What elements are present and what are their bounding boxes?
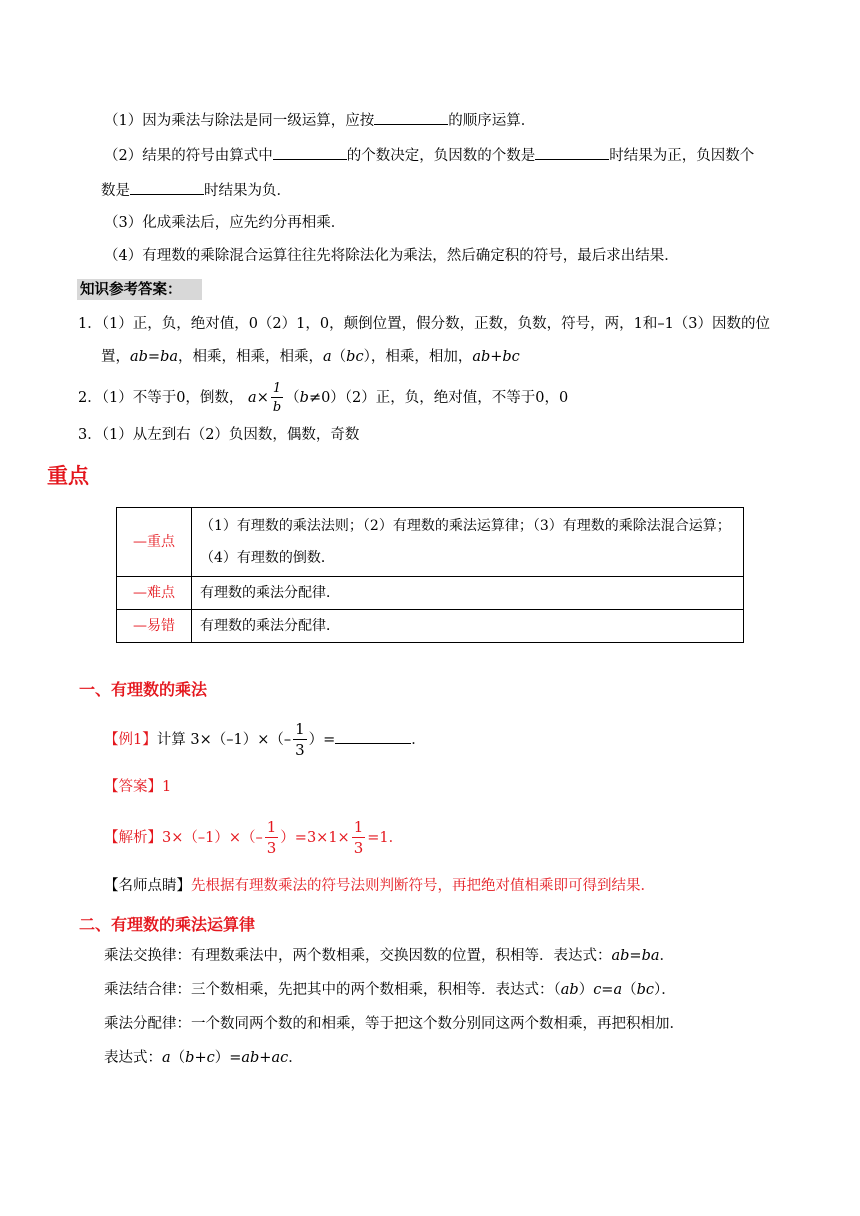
answer-line-3: 3．（1）从左到右（2）负因数，偶数，奇数 bbox=[78, 427, 360, 443]
law-distributive-expression: 表达式：a（b+c）=ab+ac． bbox=[104, 1050, 303, 1066]
fill-blank bbox=[130, 180, 204, 195]
row-label: —易错 bbox=[117, 610, 192, 643]
fraction-one-third: $\frac{1}{3}$ bbox=[353, 818, 364, 857]
table-row bbox=[117, 577, 744, 610]
row-content: 有理数的乘法分配律． bbox=[192, 610, 744, 643]
fill-blank bbox=[535, 145, 609, 160]
rule-line-5: （4）有理数的乘除混合运算往往先将除法化为乘法，然后确定积的符号，最后求出结果． bbox=[104, 248, 679, 264]
rule-line-3: 数是 时结果为负． bbox=[101, 180, 291, 201]
row-label: —难点 bbox=[117, 577, 192, 610]
fill-blank bbox=[273, 145, 347, 160]
answer-line-2: 2．（1）不等于0，倒数， a× $\frac{1}{b}$ （b≠0）（2）正，负，绝对值，不等于0，0 bbox=[78, 381, 569, 415]
fill-blank bbox=[335, 729, 411, 744]
example-1: 【例1】计算 3×（–1）×（– $\frac{1}{3}$ ）= ． bbox=[104, 720, 426, 759]
table-row bbox=[117, 610, 744, 643]
example-1-answer: 【答案】1 bbox=[104, 779, 172, 795]
fraction-one-third: $\frac{1}{3}$ bbox=[295, 720, 305, 759]
row-content: 有理数的乘法分配律． bbox=[192, 577, 744, 610]
law-associative: 乘法结合律：三个数相乘，先把其中的两个数相乘，积相等．表达式：（ab）c=a（bc）． bbox=[104, 982, 676, 998]
rule-line-2: （2）结果的符号由算式中 的个数决定，负因数的个数是 时结果为正，负因数个 bbox=[104, 145, 754, 166]
fill-blank bbox=[374, 110, 448, 125]
fraction-one-over-b: $\frac{1}{b}$ bbox=[272, 381, 282, 415]
section-heading-key-points: 重点 bbox=[47, 464, 89, 488]
answer-reference-label: 知识参考答案： bbox=[77, 279, 202, 300]
heading-rational-multiplication: 一、有理数的乘法 bbox=[79, 680, 208, 699]
row-label: —重点 bbox=[117, 508, 192, 577]
rule-line-1: （1）因为乘法与除法是同一级运算，应按 的顺序运算． bbox=[104, 110, 535, 131]
answer-line-1-cont: 置，ab=ba，相乘，相乘，相乘，a（bc），相乘，相加，ab+bc bbox=[101, 349, 520, 365]
answer-line-1: 1．（1）正，负，绝对值，0（2）1，0，颠倒位置，假分数，正数，负数，符号，两，1和–1（3）因数的位 bbox=[78, 316, 771, 332]
fraction-one-third: $\frac{1}{3}$ bbox=[266, 818, 277, 857]
teacher-tip: 【名师点睛】先根据有理数乘法的符号法则判断符号，再把绝对值相乘即可得到结果． bbox=[104, 878, 655, 894]
heading-multiplication-laws: 二、有理数的乘法运算律 bbox=[79, 915, 256, 934]
example-1-analysis: 【解析】3×（–1）×（– $\frac{1}{3}$ ）=3×1× $\frac{1}{3}$ =1． bbox=[104, 818, 404, 857]
law-commutative: 乘法交换律：有理数乘法中，两个数相乘，交换因数的位置，积相等．表达式：ab=ba． bbox=[104, 948, 675, 964]
law-distributive: 乘法分配律：一个数同两个数的和相乘，等于把这个数分别同这两个数相乘，再把积相加． bbox=[104, 1016, 684, 1032]
key-points-table bbox=[116, 507, 744, 643]
table-row bbox=[117, 508, 744, 577]
row-content: （1）有理数的乘法法则；（2）有理数的乘法运算律；（3）有理数的乘除法混合运算；（4）有理数的倒数． bbox=[192, 508, 744, 577]
rule-line-4: （3）化成乘法后，应先约分再相乘． bbox=[104, 215, 346, 231]
